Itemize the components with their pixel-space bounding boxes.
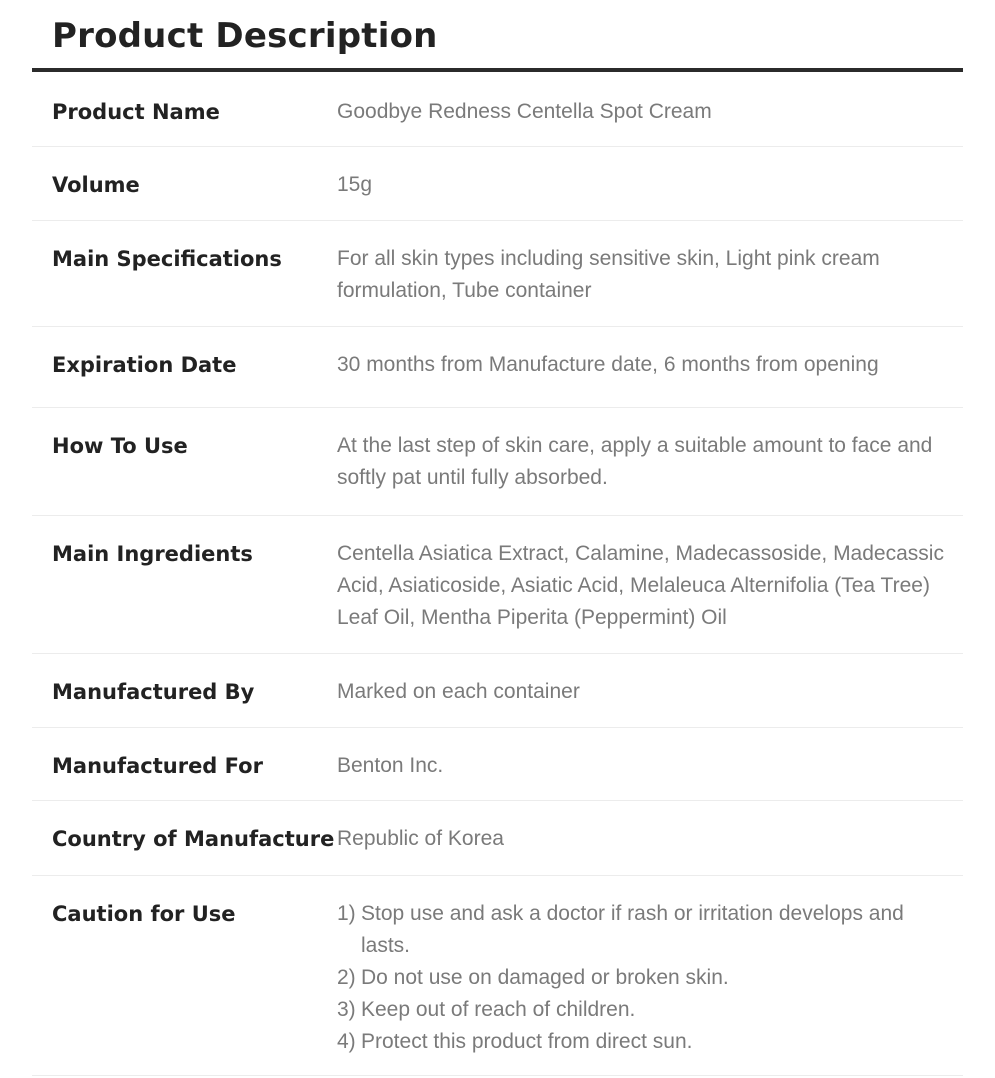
section-title: Product Description (52, 16, 438, 56)
value-expiration-date: 30 months from Manufacture date, 6 months from opening (337, 326, 963, 407)
row-manufactured-by (32, 653, 963, 727)
caution-item (337, 962, 955, 994)
row-how-to-use (32, 407, 963, 515)
caution-item-text: Stop use and ask a doctor if rash or irritation develops and lasts. (361, 901, 904, 957)
caution-item-text: Do not use on damaged or broken skin. (361, 965, 729, 989)
label-manufactured-for: Manufactured For (32, 727, 337, 800)
row-country-of-manufacture (32, 800, 963, 875)
caution-item-number: 3) (337, 997, 356, 1021)
row-main-specifications (32, 220, 963, 326)
label-country-of-manufacture: Country of Manufacture (32, 800, 337, 875)
value-caution-for-use (337, 875, 963, 1075)
label-manufactured-by: Manufactured By (32, 653, 337, 727)
caution-item-number: 1) (337, 901, 356, 925)
label-product-name: Product Name (32, 72, 337, 146)
row-main-ingredients (32, 515, 963, 653)
value-manufactured-for: Benton Inc. (337, 727, 963, 800)
label-caution-for-use: Caution for Use (32, 875, 337, 1075)
row-caution-for-use (32, 875, 963, 1075)
caution-item (337, 1026, 955, 1058)
caution-item-text: Keep out of reach of children. (361, 997, 636, 1021)
value-country-of-manufacture: Republic of Korea (337, 800, 963, 875)
value-main-ingredients: Centella Asiatica Extract, Calamine, Madecassoside, Madecassic Acid, Asiaticoside, Asiatic Acid, Melaleuca Alternifolia (Tea Tree) Leaf Oil, Mentha Piperita (Peppermint) Oil (337, 515, 963, 653)
label-volume: Volume (32, 146, 337, 220)
row-product-name (32, 72, 963, 146)
value-main-specifications: For all skin types including sensitive skin, Light pink cream formulation, Tube container (337, 220, 963, 326)
caution-item (337, 898, 955, 962)
caution-list (337, 898, 955, 1058)
value-manufactured-by: Marked on each container (337, 653, 963, 727)
value-product-name: Goodbye Redness Centella Spot Cream (337, 72, 963, 146)
row-expiration-date (32, 326, 963, 407)
value-how-to-use: At the last step of skin care, apply a suitable amount to face and softly pat until fully absorbed. (337, 407, 963, 515)
value-volume: 15g (337, 146, 963, 220)
row-manufactured-for (32, 727, 963, 800)
caution-item (337, 994, 955, 1026)
label-main-ingredients: Main Ingredients (32, 515, 337, 653)
label-expiration-date: Expiration Date (32, 326, 337, 407)
caution-item-number: 2) (337, 965, 356, 989)
caution-item-text: Protect this product from direct sun. (361, 1029, 693, 1053)
label-main-specifications: Main Specifications (32, 220, 337, 326)
label-how-to-use: How To Use (32, 407, 337, 515)
caution-item-number: 4) (337, 1029, 356, 1053)
spec-table (32, 72, 963, 1076)
row-volume (32, 146, 963, 220)
